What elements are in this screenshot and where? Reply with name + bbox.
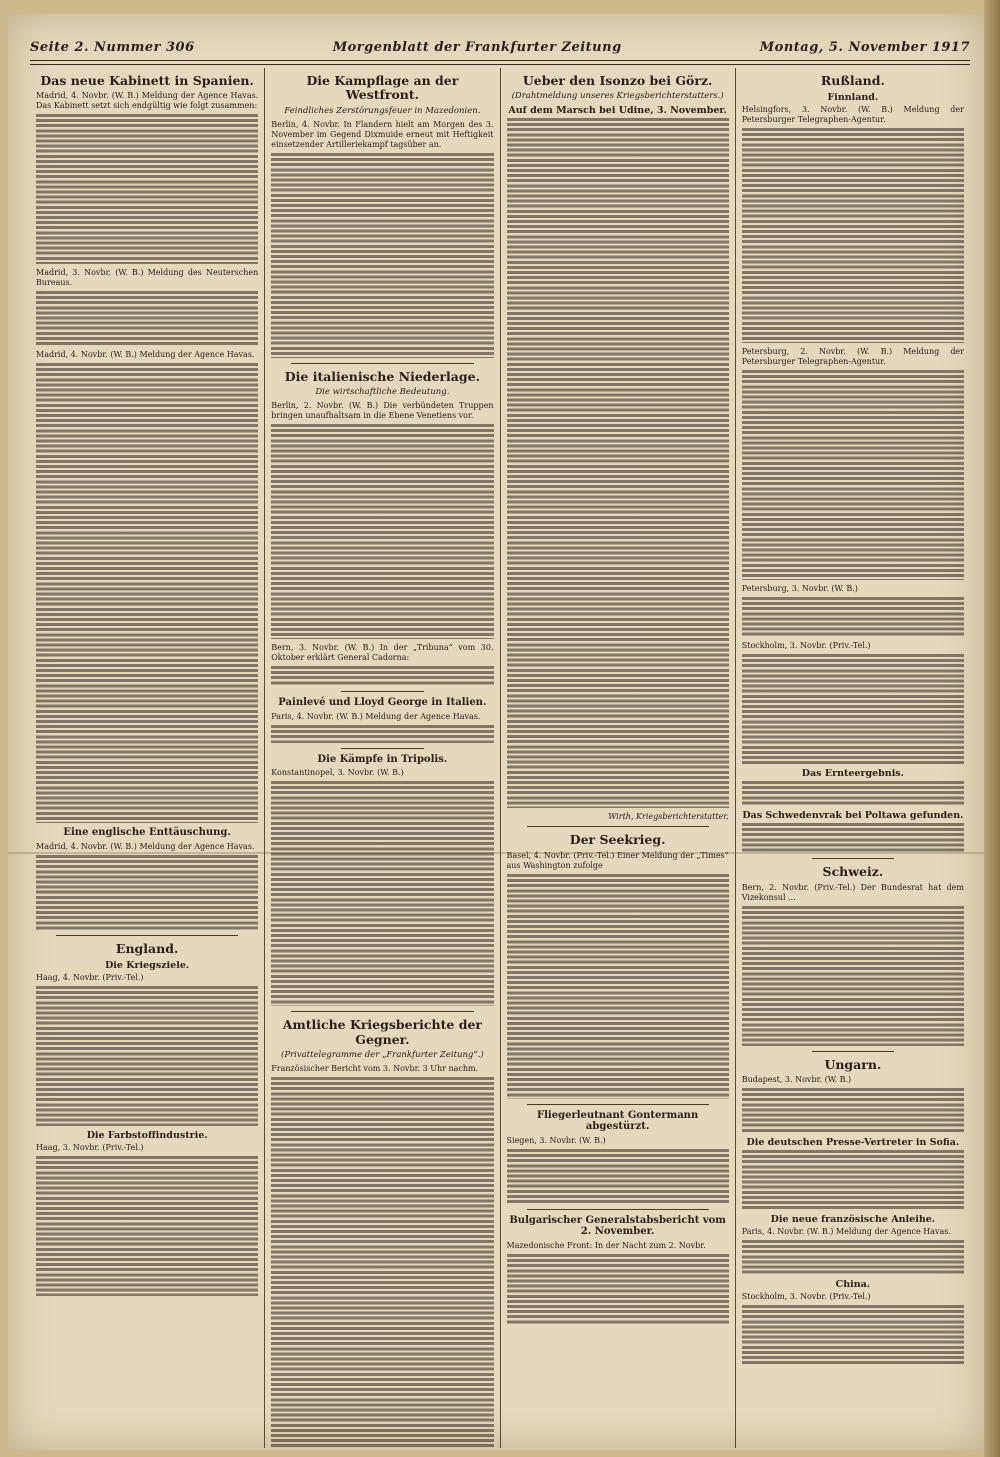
dateline: Budapest, 3. Novbr. (W. B.) — [741, 1075, 852, 1085]
article-text — [271, 725, 493, 743]
headline-naval-war: Der Seekrieg. — [569, 832, 666, 848]
subheadline-war-aims: Die Kriegsziele. — [105, 960, 190, 972]
article-text — [742, 128, 964, 343]
article-text — [742, 370, 964, 580]
headline-italian-defeat: Die italienische Niederlage. — [284, 368, 480, 384]
divider — [56, 935, 238, 936]
subheadline-finland: Finnland. — [827, 92, 879, 104]
divider — [812, 858, 894, 859]
article-text — [742, 906, 964, 1046]
headline-england: England. — [115, 940, 179, 956]
headline-isonzo: Ueber den Isonzo bei Görz. — [522, 73, 713, 88]
subheadline: (Drahtmeldung unseres Kriegsberichterstatters.) — [511, 91, 724, 102]
dateline: Madrid, 4. Novbr. (W. B.) Meldung der Agence Havas. Das Kabinett setzt sich endgültig wie folgt zusammen: — [36, 91, 259, 111]
article-text — [271, 781, 493, 1006]
divider — [812, 1051, 894, 1052]
article-text — [271, 153, 493, 358]
dateline: Madrid, 4. Novbr. (W. B.) Meldung der Agence Havas. — [36, 841, 255, 851]
article-text — [742, 1150, 964, 1210]
article-text — [36, 855, 258, 930]
subheadline: Die wirtschaftliche Bedeutung. — [315, 387, 450, 398]
dateline: Berlin, 2. Novbr. (W. B.) Die verbündeten Truppen bringen unaufhaltsam in die Ebene Venetiens vor. — [271, 401, 494, 421]
article-text — [507, 118, 729, 808]
article-text — [271, 666, 493, 686]
dateline: Paris, 4. Novbr. (W. B.) Meldung der Agence Havas. — [271, 711, 481, 721]
article-text — [507, 1254, 729, 1324]
column-4 — [736, 68, 970, 1448]
headline-russia: Rußland. — [820, 73, 885, 88]
dateline: Siegen, 3. Novbr. (W. B.) — [506, 1135, 606, 1145]
divider — [341, 691, 423, 692]
dateline: Helsingfors, 3. Novbr. (W. B.) Meldung der Petersburger Telegraphen-Agentur. — [741, 105, 964, 125]
dateline: Haag, 4. Novbr. (Priv.-Tel.) — [36, 973, 144, 983]
divider — [527, 826, 709, 827]
headline-enemy-reports: Amtliche Kriegsberichte der Gegner. — [282, 1017, 482, 1047]
page-edge — [984, 0, 1000, 1457]
divider — [341, 748, 423, 749]
dateline: Madrid, 4. Novbr. (W. B.) Meldung der Agence Havas. — [36, 350, 255, 360]
dateline: Stockholm, 3. Novbr. (Priv.-Tel.) — [741, 641, 871, 651]
subheadline-china: China. — [835, 1279, 871, 1291]
dateline: Bern, 2. Novbr. (Priv.-Tel.) Der Bundesrat hat dem Vizekonsul ... — [741, 882, 964, 902]
dateline: Petersburg, 2. Novbr. (W. B.) Meldung der Petersburger Telegraphen-Agentur. — [741, 347, 964, 367]
subheadline: (Privattelegramme der „Frankfurter Zeitung“.) — [281, 1049, 484, 1060]
divider — [527, 1209, 709, 1210]
article-text — [742, 823, 964, 853]
masthead — [30, 36, 970, 58]
article-text — [742, 1240, 964, 1275]
article-text — [742, 654, 964, 764]
dateline: Paris, 4. Novbr. (W. B.) Meldung der Agence Havas. — [741, 1227, 951, 1237]
article-text — [36, 291, 258, 346]
column-3 — [501, 68, 736, 1448]
divider — [291, 1011, 473, 1012]
headline-gontermann: Fliegerleutnant Gontermann abgestürzt. — [537, 1109, 699, 1133]
divider — [291, 363, 473, 364]
article-text — [742, 1088, 964, 1133]
subheadline-press-sofia: Die deutschen Presse-Vertreter in Sofia. — [746, 1137, 960, 1149]
newspaper-page — [8, 14, 984, 1450]
divider — [527, 1104, 709, 1105]
subheadline-french-loan: Die neue französische Anleihe. — [770, 1214, 936, 1226]
dateline: Bern, 3. Novbr. (W. B.) In der „Tribuna“ vom 30. Oktober erklärt General Cadorna: — [271, 643, 494, 663]
article-text — [271, 424, 493, 639]
dateline: Basel, 4. Novbr. (Priv.-Tel.) Einer Meldung der „Times“ aus Washington zufolge — [506, 850, 729, 870]
dateline: Stockholm, 3. Novbr. (Priv.-Tel.) — [741, 1292, 871, 1302]
dateline: Haag, 3. Novbr. (Priv.-Tel.) — [36, 1143, 144, 1153]
masthead-title: Morgenblatt der Frankfurter Zeitung — [332, 39, 622, 55]
dateline: Konstantinopel, 3. Novbr. (W. B.) — [271, 768, 404, 778]
column-1 — [30, 68, 265, 1448]
dateline: Mazedonische Front: In der Nacht zum 2. Novbr. — [506, 1240, 706, 1250]
masthead-page-number: Seite 2. Nummer 306 — [30, 39, 195, 55]
subheadline-udine: Auf dem Marsch bei Udine, 3. November. — [508, 105, 727, 117]
headline-bulgarian-report: Bulgarischer Generalstabsbericht vom 2. November. — [509, 1214, 726, 1238]
headline-painleve-lloyd-george: Painlevé und Lloyd George in Italien. — [278, 697, 487, 709]
headline-switzerland: Schweiz. — [822, 864, 884, 880]
article-text — [507, 874, 729, 1099]
subheadline-harvest: Das Ernteergebnis. — [801, 768, 904, 780]
subheadline-poltava: Das Schwedenvrak bei Poltawa gefunden. — [742, 810, 964, 822]
article-text — [742, 1305, 964, 1365]
headline-hungary: Ungarn. — [824, 1056, 882, 1072]
masthead-rule — [30, 60, 970, 65]
article-text — [36, 114, 258, 264]
headline-western-front: Die Kampflage an der Westfront. — [306, 73, 459, 103]
dateline: Französischer Bericht vom 3. Novbr. 3 Uhr nachm. — [271, 1063, 479, 1073]
subheadline-dye-industry: Die Farbstoffindustrie. — [86, 1130, 208, 1142]
article-text — [36, 986, 258, 1126]
article-text — [36, 363, 258, 823]
paper-fold — [8, 852, 984, 854]
dateline: Berlin, 4. Novbr. In Flandern hielt am Morgen des 3. November im Gegend Dixmuide erneut mit Heftigkeit einsetzender Artilleriekampf tagsüber an. — [271, 119, 494, 149]
headline-spain-cabinet: Das neue Kabinett in Spanien. — [40, 73, 254, 88]
article-text — [271, 1077, 493, 1448]
column-2 — [265, 68, 500, 1448]
headline-tripolis: Die Kämpfe in Tripolis. — [317, 753, 448, 765]
masthead-date: Montag, 5. November 1917 — [759, 39, 970, 55]
headline-english-disappointment: Eine englische Enttäuschung. — [63, 827, 231, 839]
columns — [30, 68, 970, 1448]
dateline: Madrid, 3. Novbr. (W. B.) Meldung des Neuterschen Bureaus. — [36, 268, 259, 288]
dateline: Petersburg, 3. Novbr. (W. B.) — [741, 584, 858, 594]
article-text — [36, 1156, 258, 1296]
article-text — [742, 781, 964, 806]
subheadline: Feindliches Zerstörungsfeuer in Mazedonien. — [284, 105, 481, 116]
author-signature: Wirth, Kriegsberichterstatter. — [608, 812, 729, 822]
article-text — [507, 1149, 729, 1204]
article-text — [742, 597, 964, 637]
